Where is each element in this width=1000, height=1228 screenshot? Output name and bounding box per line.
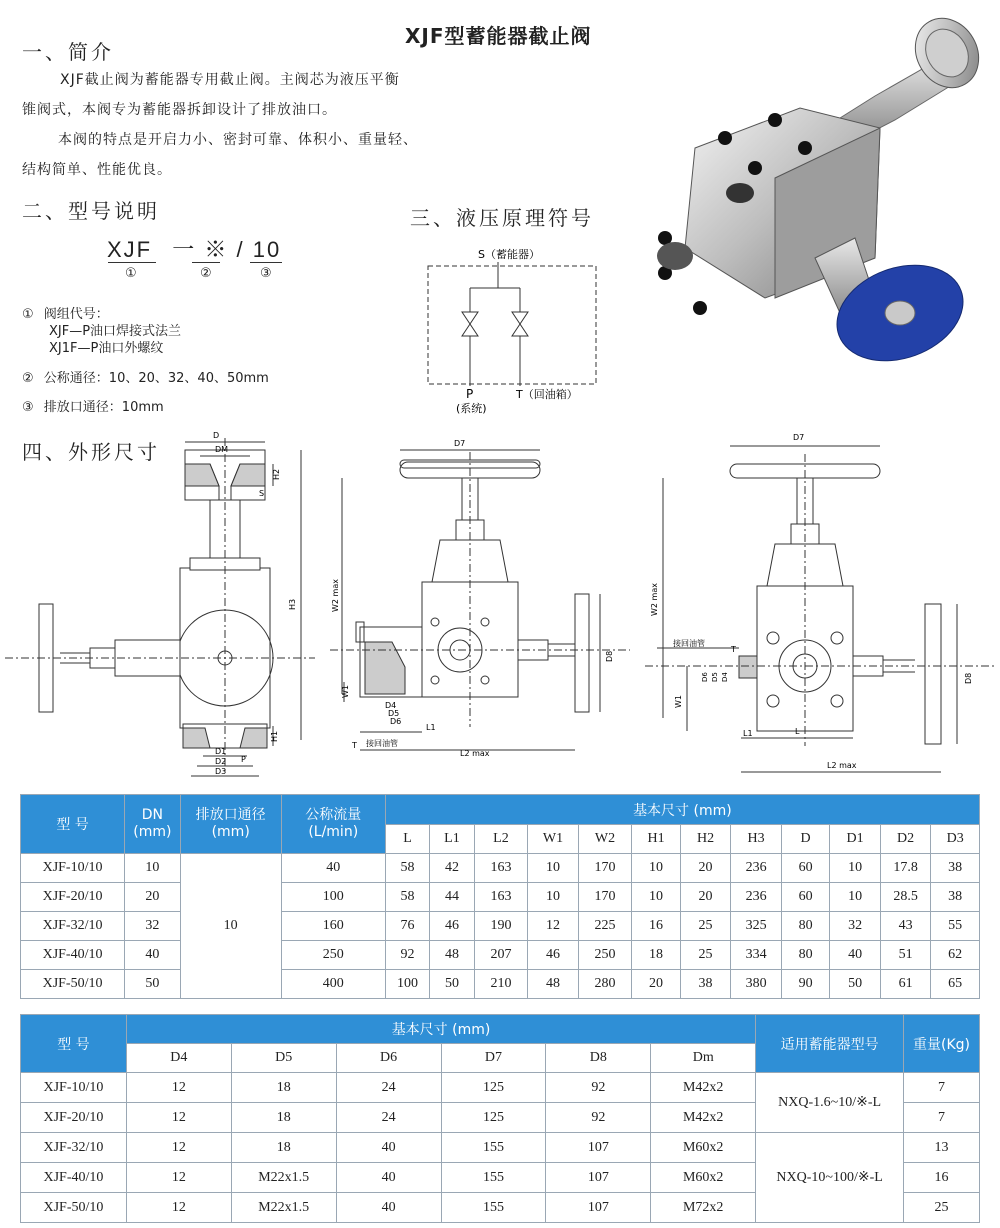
dim-cell-d4: 12 (126, 1163, 231, 1193)
accumulator-cell: NXQ-10~100/※-L (756, 1133, 904, 1223)
model-cell: XJF-40/10 (21, 1163, 127, 1193)
dim-cell-l1: 46 (430, 912, 474, 941)
dim-cell-d6: 40 (336, 1193, 441, 1223)
valve-p-top (462, 312, 478, 324)
t1-subheader-w2: W2 (578, 825, 632, 854)
dim-cell-d6: 40 (336, 1133, 441, 1163)
t1-header-basic: 基本尺寸 (mm) (385, 795, 979, 825)
dim-cell-h3: 334 (731, 941, 782, 970)
note-3-mark: ③ (22, 400, 34, 415)
dim-cell-w2: 170 (578, 854, 632, 883)
dn-cell: 10 (125, 854, 181, 883)
valve-t-top (512, 312, 528, 324)
dim-D5: D5 (711, 672, 719, 682)
dim-cell-h1: 10 (632, 883, 681, 912)
dim-cell-d8: 107 (546, 1133, 651, 1163)
model-code-drain: 10 (252, 237, 282, 262)
model-cell: XJF-10/10 (21, 1073, 127, 1103)
dim-cell-h3: 380 (731, 970, 782, 999)
model-cell: XJF-32/10 (21, 912, 125, 941)
section-intro-heading: 一、简介 (22, 40, 114, 64)
dim-cell-l2: 163 (474, 854, 528, 883)
spec-table-1 (20, 794, 980, 999)
note-2 (22, 370, 269, 387)
dim-cell-dm: M42x2 (651, 1103, 756, 1133)
model-cell: XJF-10/10 (21, 854, 125, 883)
accumulator-cell: NXQ-1.6~10/※-L (756, 1073, 904, 1133)
dim-cell-h2: 38 (680, 970, 731, 999)
dim-P: P (241, 755, 246, 764)
dim-cell-h1: 20 (632, 970, 681, 999)
dim-cell-d3: 65 (931, 970, 980, 999)
t1-subheader-d3: D3 (931, 825, 980, 854)
weight-cell: 7 (904, 1103, 980, 1133)
valve-stem-assembly (840, 8, 991, 138)
model-cell: XJF-20/10 (21, 883, 125, 912)
dim-cell-d8: 107 (546, 1193, 651, 1223)
dim-cell-dm: M72x2 (651, 1193, 756, 1223)
dim-D1: D1 (215, 747, 227, 756)
dim-cell-w2: 225 (578, 912, 632, 941)
dim-H1: H1 (270, 730, 279, 742)
model-code-dn: ※ (204, 237, 229, 262)
section-model-heading: 二、型号说明 (22, 199, 160, 223)
table-row (21, 1133, 980, 1163)
note-1 (22, 306, 109, 323)
dim-D: D (213, 431, 220, 440)
dim-W2max: W2 max (331, 579, 340, 612)
dim-cell-d2: 43 (880, 912, 931, 941)
section-dimensions-heading: 四、外形尺寸 (22, 440, 160, 464)
dim-cell-h2: 20 (680, 883, 731, 912)
model-cell: XJF-20/10 (21, 1103, 127, 1133)
note-2-mark: ② (22, 371, 34, 386)
dim-cell-h3: 325 (731, 912, 782, 941)
dim-cell-w2: 280 (578, 970, 632, 999)
weight-cell: 7 (904, 1073, 980, 1103)
model-code (107, 233, 281, 264)
dim-cell-d6: 40 (336, 1163, 441, 1193)
dim-cell-d4: 12 (126, 1193, 231, 1223)
dim-cell-w1: 48 (528, 970, 579, 999)
dim-cell-w1: 12 (528, 912, 579, 941)
dim-cell-d1: 50 (830, 970, 881, 999)
table-row (21, 912, 980, 941)
note-1b-text: XJ1F—P油口外螺纹 (49, 341, 164, 356)
flow-cell: 160 (281, 912, 385, 941)
t2-header-acc: 适用蓄能器型号 (756, 1015, 904, 1073)
dim-cell-d: 60 (781, 883, 830, 912)
dim-cell-h3: 236 (731, 883, 782, 912)
dim-W1: W1 (674, 695, 683, 708)
dn-cell: 50 (125, 970, 181, 999)
t2-subheader-d7: D7 (441, 1044, 546, 1073)
intro-line-3: 本阀的特点是开启力小、密封可靠、体积小、重量轻、 (58, 132, 418, 148)
note-2-text: 公称通径：10、20、32、40、50mm (43, 371, 269, 386)
underline-2 (192, 262, 220, 263)
dim-T: T (731, 645, 736, 654)
code-mark-2: ② (200, 266, 212, 281)
t1-subheader-h2: H2 (680, 825, 731, 854)
dn-cell: 40 (125, 941, 181, 970)
code-mark-3: ③ (260, 266, 272, 281)
dim-DM: DM (215, 445, 229, 454)
dim-cell-d3: 38 (931, 883, 980, 912)
dim-cell-l2: 210 (474, 970, 528, 999)
dim-cell-l2: 207 (474, 941, 528, 970)
model-cell: XJF-40/10 (21, 941, 125, 970)
dim-cell-d4: 12 (126, 1133, 231, 1163)
dim-cell-d1: 40 (830, 941, 881, 970)
dim-cell-h2: 25 (680, 941, 731, 970)
intro-line-2: 锥阀式，本阀专为蓄能器拆卸设计了排放油口。 (22, 102, 337, 118)
dn-cell: 20 (125, 883, 181, 912)
dim-cell-h1: 16 (632, 912, 681, 941)
dim-cell-d8: 92 (546, 1073, 651, 1103)
dim-cell-l1: 44 (430, 883, 474, 912)
weight-cell: 13 (904, 1133, 980, 1163)
dim-cell-d7: 155 (441, 1163, 546, 1193)
flow-cell: 250 (281, 941, 385, 970)
dim-cell-d: 80 (781, 912, 830, 941)
dim-cell-d: 90 (781, 970, 830, 999)
model-cell: XJF-32/10 (21, 1133, 127, 1163)
drain-label: 接回油管 (673, 639, 705, 648)
dim-cell-d7: 155 (441, 1133, 546, 1163)
dim-cell-w1: 10 (528, 854, 579, 883)
dim-cell-l: 58 (385, 883, 429, 912)
t2-subheader-d8: D8 (546, 1044, 651, 1073)
t1-header-dn: DN (mm) (125, 795, 181, 854)
dim-cell-d3: 38 (931, 854, 980, 883)
dim-T: T (352, 741, 357, 750)
symbol-p-label: P (466, 387, 474, 401)
drain-cell: 10 (180, 854, 281, 999)
t1-subheader-l1: L1 (430, 825, 474, 854)
dim-cell-l1: 48 (430, 941, 474, 970)
t2-header-basic: 基本尺寸 (mm) (126, 1015, 755, 1044)
underline-1 (108, 262, 156, 263)
dim-cell-d7: 155 (441, 1193, 546, 1223)
dim-D2: D2 (215, 757, 227, 766)
section-symbol-heading: 三、液压原理符号 (410, 206, 594, 230)
t2-subheader-d5: D5 (231, 1044, 336, 1073)
dim-cell-l: 58 (385, 854, 429, 883)
dim-cell-l: 76 (385, 912, 429, 941)
dim-D5: D5 (388, 709, 400, 718)
table-row (21, 970, 980, 999)
blue-handwheel (815, 238, 976, 378)
dim-cell-d6: 24 (336, 1103, 441, 1133)
symbol-s-label: S（蓄能器） (478, 248, 540, 261)
dim-cell-d5: M22x1.5 (231, 1163, 336, 1193)
dim-cell-h1: 18 (632, 941, 681, 970)
dim-D7: D7 (793, 433, 805, 442)
dimension-drawing-side (330, 432, 630, 762)
flow-cell: 400 (281, 970, 385, 999)
t2-header-weight: 重量(Kg) (904, 1015, 980, 1073)
dim-cell-d7: 125 (441, 1103, 546, 1133)
t1-subheader-d2: D2 (880, 825, 931, 854)
table-row (21, 1073, 980, 1103)
dim-D6: D6 (390, 717, 402, 726)
dim-cell-dm: M60x2 (651, 1133, 756, 1163)
intro-line-4: 结构简单、性能优良。 (22, 162, 172, 178)
dim-W2max: W2 max (650, 583, 659, 616)
underline-3 (250, 262, 282, 263)
dim-cell-d8: 107 (546, 1163, 651, 1193)
note-1-mark: ① (22, 307, 34, 322)
dim-cell-l1: 42 (430, 854, 474, 883)
dim-cell-l: 100 (385, 970, 429, 999)
dim-cell-l1: 50 (430, 970, 474, 999)
dim-cell-d5: 18 (231, 1103, 336, 1133)
valve-t-bottom (512, 324, 528, 336)
dim-cell-d1: 10 (830, 854, 881, 883)
t1-subheader-l: L (385, 825, 429, 854)
dim-cell-w2: 250 (578, 941, 632, 970)
dim-cell-d4: 12 (126, 1103, 231, 1133)
dim-cell-h2: 20 (680, 854, 731, 883)
dim-cell-d4: 12 (126, 1073, 231, 1103)
symbol-boundary (428, 266, 596, 384)
dim-cell-d1: 32 (830, 912, 881, 941)
dim-cell-d1: 10 (830, 883, 881, 912)
note-3-text: 排放口通径：10mm (43, 400, 164, 415)
table-row (21, 883, 980, 912)
symbol-p-sub: (系统) (456, 402, 487, 415)
dim-H2: H2 (272, 468, 281, 480)
dim-cell-d5: M22x1.5 (231, 1193, 336, 1223)
dim-cell-d3: 62 (931, 941, 980, 970)
intro-line-1: XJF截止阀为蓄能器专用截止阀。主阀芯为液压平衡 (60, 72, 400, 88)
dimension-drawing-front (5, 428, 315, 788)
model-code-slash: / (236, 237, 245, 262)
t2-header-model: 型 号 (21, 1015, 127, 1073)
dim-cell-d2: 61 (880, 970, 931, 999)
t1-subheader-d1: D1 (830, 825, 881, 854)
dim-D8: D8 (605, 650, 614, 662)
t1-subheader-w1: W1 (528, 825, 579, 854)
dim-cell-d2: 51 (880, 941, 931, 970)
dim-D6: D6 (701, 672, 709, 682)
t1-subheader-l2: L2 (474, 825, 528, 854)
dim-L: L (795, 727, 800, 736)
dim-L2max: L2 max (460, 749, 490, 758)
dim-W1: W1 (341, 685, 350, 698)
table-row (21, 854, 980, 883)
dim-cell-l2: 190 (474, 912, 528, 941)
product-photo (625, 8, 995, 378)
t1-subheader-h3: H3 (731, 825, 782, 854)
t1-subheader-d: D (781, 825, 830, 854)
flow-cell: 40 (281, 854, 385, 883)
note-1a-text: XJF—P油口焊接式法兰 (49, 324, 182, 339)
t2-subheader-dm: Dm (651, 1044, 756, 1073)
dim-L1: L1 (426, 723, 436, 732)
model-code-series: XJF (107, 237, 153, 262)
weight-cell: 16 (904, 1163, 980, 1193)
dim-H3: H3 (288, 598, 297, 610)
dim-cell-d7: 125 (441, 1073, 546, 1103)
dim-D8: D8 (964, 672, 973, 684)
dim-cell-h1: 10 (632, 854, 681, 883)
note-1-text: 阀组代号： (43, 307, 109, 322)
dim-cell-d5: 18 (231, 1073, 336, 1103)
valve-p-bottom (462, 324, 478, 336)
dimension-drawing-rear (645, 426, 995, 782)
dim-cell-d3: 55 (931, 912, 980, 941)
t2-subheader-d4: D4 (126, 1044, 231, 1073)
dim-cell-h2: 25 (680, 912, 731, 941)
model-cell: XJF-50/10 (21, 1193, 127, 1223)
t1-subheader-h1: H1 (632, 825, 681, 854)
dim-cell-d2: 28.5 (880, 883, 931, 912)
dim-cell-w1: 10 (528, 883, 579, 912)
dn-cell: 32 (125, 912, 181, 941)
dim-cell-d: 60 (781, 854, 830, 883)
dim-D4: D4 (721, 672, 729, 682)
dim-cell-h3: 236 (731, 854, 782, 883)
dim-S: S (259, 489, 265, 498)
dim-L2max: L2 max (827, 761, 857, 770)
symbol-t-label: T（回油箱） (516, 388, 578, 401)
model-code-dash: 一 (172, 237, 197, 262)
weight-cell: 25 (904, 1193, 980, 1223)
dim-cell-dm: M60x2 (651, 1163, 756, 1193)
hydraulic-symbol (420, 240, 610, 420)
spec-table-2 (20, 1014, 980, 1223)
page-title: XJF型蓄能器截止阀 (405, 24, 592, 48)
dim-L1: L1 (743, 729, 753, 738)
note-3 (22, 399, 164, 416)
dim-D3: D3 (215, 767, 227, 776)
t2-subheader-d6: D6 (336, 1044, 441, 1073)
dim-cell-d8: 92 (546, 1103, 651, 1133)
dim-D7: D7 (454, 439, 466, 448)
dim-D4: D4 (385, 701, 397, 710)
drain-label: 接回油管 (366, 739, 398, 748)
dim-cell-w1: 46 (528, 941, 579, 970)
table-row (21, 941, 980, 970)
code-mark-1: ① (125, 266, 137, 281)
t1-header-model: 型 号 (21, 795, 125, 854)
dim-cell-d: 80 (781, 941, 830, 970)
t1-header-drain: 排放口通径 (mm) (180, 795, 281, 854)
dim-cell-d6: 24 (336, 1073, 441, 1103)
model-cell: XJF-50/10 (21, 970, 125, 999)
dim-cell-d5: 18 (231, 1133, 336, 1163)
dim-cell-l2: 163 (474, 883, 528, 912)
flow-cell: 100 (281, 883, 385, 912)
dim-cell-w2: 170 (578, 883, 632, 912)
dim-cell-dm: M42x2 (651, 1073, 756, 1103)
dim-cell-d2: 17.8 (880, 854, 931, 883)
dim-cell-l: 92 (385, 941, 429, 970)
t1-header-flow: 公称流量 (L/min) (281, 795, 385, 854)
